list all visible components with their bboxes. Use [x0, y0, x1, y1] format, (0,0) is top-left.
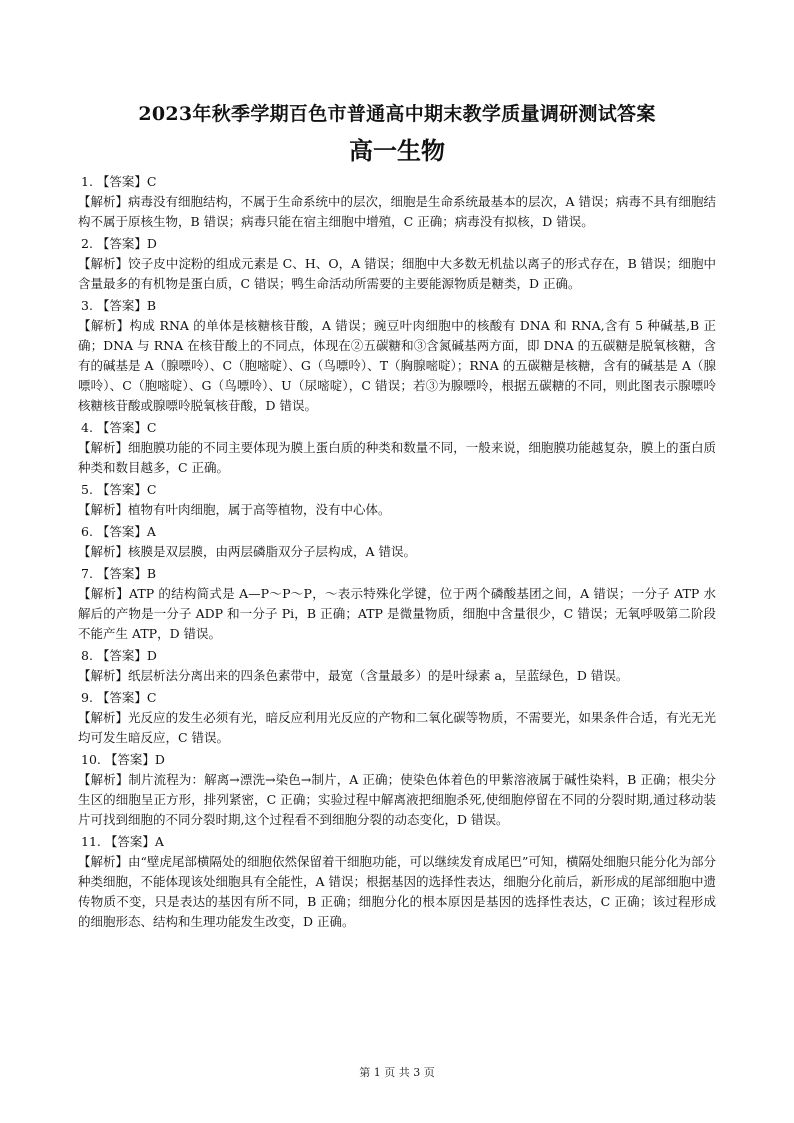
explanation-text: 【解析】ATP 的结构简式是 A—P～P～P，～表示特殊化学键，位于两个磷酸基团之间，A 错误；一分子 ATP 水解后的产物是一分子 ADP 和一分子 Pi，B 正确；ATP 是微量物质，细胞中含量很少，C 错误；无氧呼吸第二阶段不能产生 ATP，D 错误。: [78, 586, 716, 641]
explanation-text: 【解析】制片流程为：解离→漂洗→染色→制片，A 正确；使染色体着色的甲紫溶液属于碱性染料，B 正确；根尖分生区的细胞呈正方形，排列紧密，C 正确；实验过程中解离液把细胞杀死,使细胞停留在不同的分裂时期,通过移动装片可找到细胞的不同分裂时期,这个过程看不到细胞分裂的动态变化，D 错误。: [78, 772, 716, 827]
explanation-text: 【解析】植物有叶肉细胞，属于高等植物，没有中心体。: [78, 502, 391, 517]
document-page: [78, 100, 716, 934]
answer-line: 2. 【答案】D: [81, 236, 157, 251]
answer-item-9: [78, 688, 716, 748]
explanation-text: 【解析】构成 RNA 的单体是核糖核苷酸，A 错误；豌豆叶肉细胞中的核酸有 DNA 和 RNA,含有 5 种碱基,B 正确；DNA 与 RNA 在核苷酸上的不同点，体现在②五碳糖和③含氮碱基两方面，即 DNA 的五碳糖是脱氧核糖，含有的碱基是 A（腺嘌呤）、C（胞嘧啶）、G（鸟嘌呤）、T（胸腺嘧啶）；RNA 的五碳糖是核糖，含有的碱基是 A（腺嘌呤）、C（胞嘧啶）、G（鸟嘌呤）、U（尿嘧啶），C 错误；若③为腺嘌呤，根据五碳糖的不同，则此图表示腺嘌呤核糖核苷酸或腺嘌呤脱氧核苷酸，D 错误。: [78, 318, 716, 413]
answer-line: 3. 【答案】B: [81, 298, 157, 313]
answer-line: 10. 【答案】D: [81, 752, 165, 767]
answer-line: 11. 【答案】A: [81, 834, 164, 849]
explanation-text: 【解析】细胞膜功能的不同主要体现为膜上蛋白质的种类和数量不同，一般来说，细胞膜功能越复杂，膜上的蛋白质种类和数目越多，C 正确。: [78, 440, 716, 475]
explanation-text: 【解析】饺子皮中淀粉的组成元素是 C、H、O，A 错误；细胞中大多数无机盐以离子的形式存在，B 错误；细胞中含量最多的有机物是蛋白质，C 错误；鸭生命活动所需要的主要能源物质是糖类，D 正确。: [78, 256, 716, 291]
explanation-text: 【解析】光反应的发生必须有光，暗反应利用光反应的产物和二氧化碳等物质，不需要光，如果条件合适，有光无光均可发生暗反应，C 错误。: [78, 710, 716, 745]
explanation-text: 【解析】由“壁虎尾部横隔处的细胞依然保留着干细胞功能，可以继续发育成尾巴”可知，横隔处细胞只能分化为部分种类细胞，不能体现该处细胞具有全能性，A 错误；根据基因的选择性表达，细胞分化前后，新形成的尾部细胞中遗传物质不变，只是表达的基因有所不同，B 正确；细胞分化的根本原因是基因的选择性表达，C 正确；该过程形成的细胞形态、结构和生理功能发生改变，D 正确。: [78, 854, 717, 929]
answer-item-8: [78, 646, 716, 686]
answer-item-11: [78, 832, 716, 932]
answer-item-7: [78, 564, 716, 644]
answer-item-6: [78, 522, 716, 562]
answer-line: 8. 【答案】D: [81, 648, 157, 663]
answer-item-5: [78, 480, 716, 520]
answer-item-10: [78, 750, 716, 830]
page-number-footer: 第 1 页 共 3 页: [359, 1066, 435, 1079]
answer-line: 5. 【答案】C: [81, 482, 157, 497]
answer-item-4: [78, 418, 716, 478]
document-subtitle: 高一生物: [349, 137, 445, 165]
answer-line: 9. 【答案】C: [81, 690, 157, 705]
answer-line: 4. 【答案】C: [81, 420, 157, 435]
answer-item-3: [78, 296, 716, 416]
answer-line: 1. 【答案】C: [81, 174, 157, 189]
answer-line: 7. 【答案】B: [81, 566, 157, 581]
document-title: 2023年秋季学期百色市普通高中期末教学质量调研测试答案: [138, 103, 656, 125]
explanation-text: 【解析】纸层析法分离出来的四条色素带中，最宽（含量最多）的是叶绿素 a，呈蓝绿色，D 错误。: [78, 668, 629, 683]
explanation-text: 【解析】核膜是双层膜，由两层磷脂双分子层构成，A 错误。: [78, 544, 417, 559]
answer-item-1: [78, 172, 716, 232]
explanation-text: 【解析】病毒没有细胞结构，不属于生命系统中的层次，细胞是生命系统最基本的层次，A 错误；病毒不具有细胞结构不属于原核生物，B 错误；病毒只能在宿主细胞中增殖，C 正确；病毒没有拟核，D 错误。: [78, 194, 717, 229]
answer-line: 6. 【答案】A: [81, 524, 156, 539]
answer-item-2: [78, 234, 716, 294]
